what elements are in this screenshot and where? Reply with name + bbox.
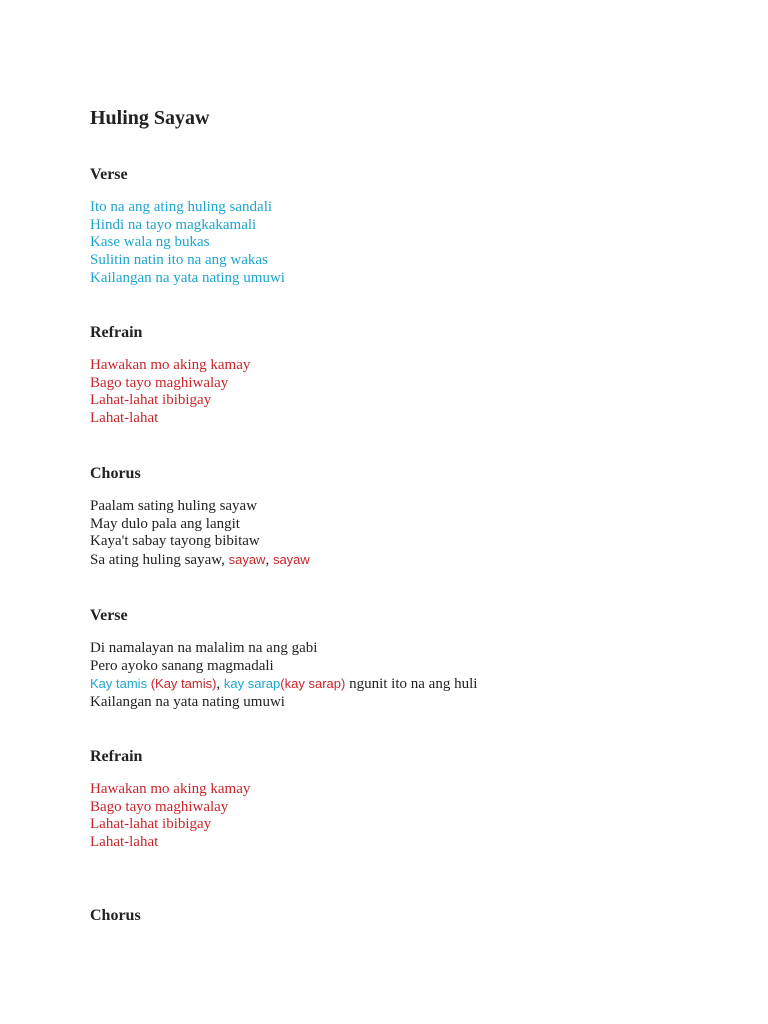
lyric-line: Kailangan na yata nating umuwi	[90, 694, 285, 711]
lyric-line: May dulo pala ang langit	[90, 515, 240, 532]
lyric-line: Lahat-lahat ibibigay	[90, 392, 212, 409]
lyric-line: Bago tayo maghiwalay	[90, 374, 229, 391]
chorus-section	[90, 463, 310, 570]
section-heading: Chorus	[90, 465, 141, 482]
lyric-fragment-echo: (kay sarap)	[280, 676, 346, 692]
section-heading: Verse	[90, 607, 128, 624]
section-heading: Refrain	[90, 324, 143, 341]
verse-section	[90, 164, 285, 288]
lyric-fragment-echo: (Kay tamis)	[150, 676, 217, 692]
lyric-line: Hindi na tayo magkakamali	[90, 216, 257, 233]
lyric-line: Hawakan mo aking kamay	[90, 357, 251, 373]
section-heading: Chorus	[90, 907, 141, 924]
lyric-fragment: ngunit ito na ang huli	[345, 676, 478, 693]
lyric-line-mixed	[90, 551, 310, 570]
lyric-line: Hawakan mo aking kamay	[90, 781, 251, 797]
lyric-line: Sulitin natin ito na ang wakas	[90, 252, 268, 269]
lyric-fragment: Sa ating huling sayaw,	[90, 552, 229, 569]
song-title: Huling Sayaw	[90, 107, 210, 129]
lyric-line: Bago tayo maghiwalay	[90, 798, 229, 815]
lyric-line: Ito na ang ating huling sandali	[90, 199, 273, 215]
lyric-fragment-blue: kay sarap	[223, 676, 281, 692]
refrain-section	[90, 746, 250, 852]
lyric-line: Paalam sating huling sayaw	[90, 498, 258, 514]
lyric-fragment: ,	[265, 552, 273, 569]
section-heading: Refrain	[90, 748, 143, 765]
lyric-line: Kase wala ng bukas	[90, 234, 210, 251]
verse-section	[90, 605, 477, 712]
chorus-section	[90, 905, 141, 940]
lyric-line: Lahat-lahat	[90, 834, 159, 851]
lyric-line: Kailangan na yata nating umuwi	[90, 269, 285, 286]
lyric-line: Lahat-lahat	[90, 410, 159, 427]
lyric-line: Di namalayan na malalim na ang gabi	[90, 640, 318, 656]
lyric-line-mixed	[90, 675, 477, 694]
lyric-line: Pero ayoko sanang magmadali	[90, 657, 274, 674]
refrain-section	[90, 322, 250, 428]
lyric-fragment-blue: Kay tamis	[90, 676, 151, 692]
lyric-fragment-echo: sayaw	[272, 552, 310, 568]
lyric-line: Lahat-lahat ibibigay	[90, 816, 212, 833]
lyric-fragment: ,	[216, 676, 224, 693]
lyric-fragment-echo: sayaw	[228, 552, 266, 568]
lyric-line: Kaya't sabay tayong bibitaw	[90, 533, 260, 550]
section-heading: Verse	[90, 166, 128, 183]
